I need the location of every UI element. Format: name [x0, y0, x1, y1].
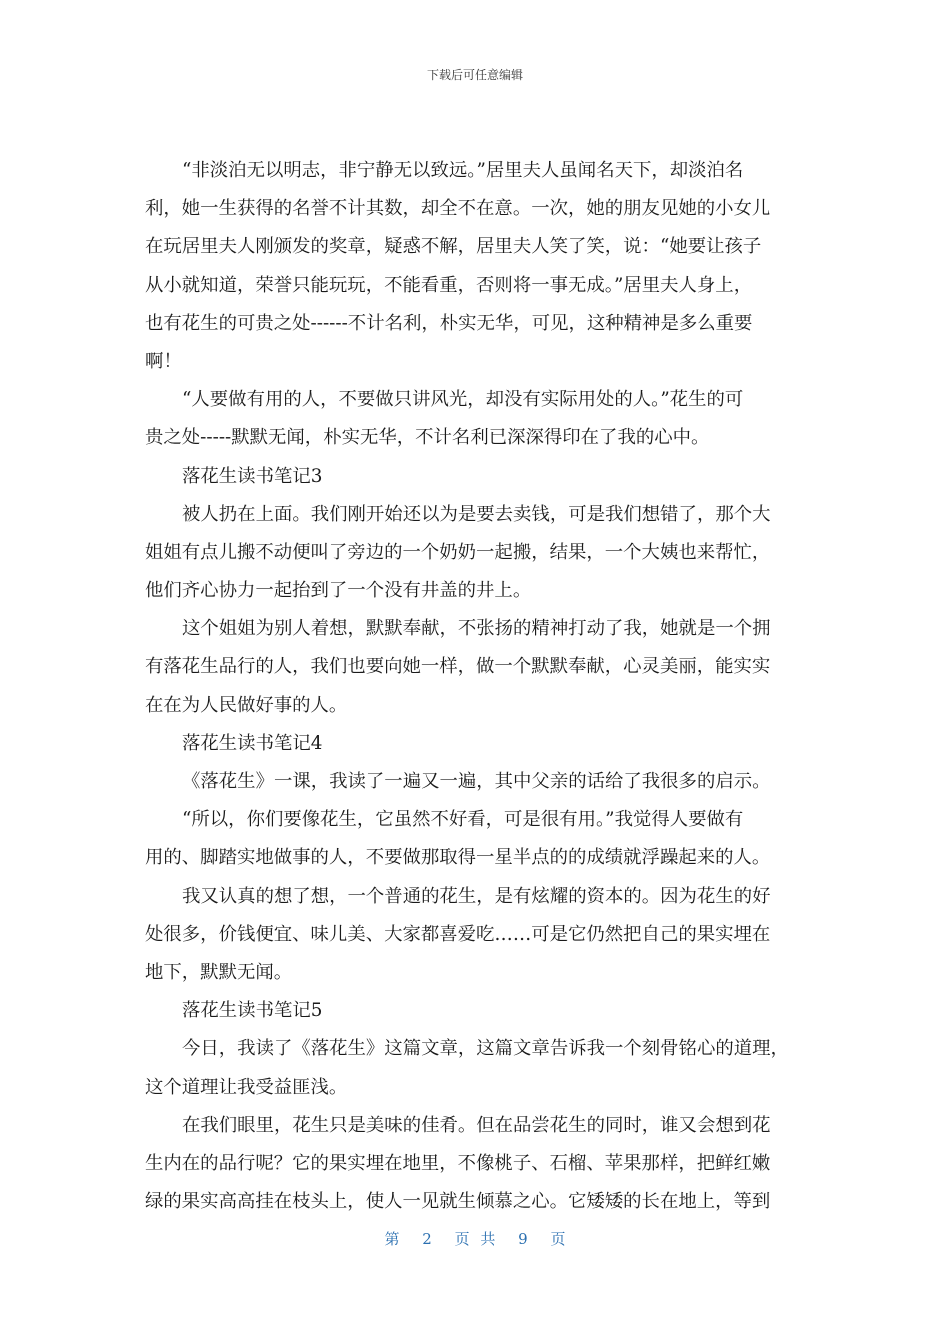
text-line: 贵之处-----默默无闻，朴实无华，不计名利已深深得印在了我的心中。	[145, 427, 710, 449]
text-line: 《落花生》一课，我读了一遍又一遍，其中父亲的话给了我很多的启示。	[182, 771, 771, 792]
page-footer-suffix: 页	[550, 1230, 566, 1248]
page-footer-middle: 页 共	[454, 1230, 496, 1248]
text-line: 这个姐姐为别人着想，默默奉献，不张扬的精神打动了我，她就是一个拥	[182, 618, 771, 640]
text-line: 地下，默默无闻。	[145, 961, 293, 983]
text-line: 也有花生的可贵之处------不计名利，朴实无华，可见，这种精神是多么重要	[145, 312, 753, 334]
text-line: 从小就知道，荣誉只能玩玩，不能看重，否则将一事无成。”居里夫人身上，	[145, 274, 753, 296]
text-line: 姐姐有点儿搬不动便叫了旁边的一个奶奶一起搬，结果，一个大姨也来帮忙，	[145, 541, 771, 563]
text-line: 在我们眼里，花生只是美味的佳肴。但在品尝花生的同时，谁又会想到花	[182, 1114, 771, 1136]
text-line: 今日，我读了《落花生》这篇文章，这篇文章告诉我一个刻骨铭心的道理，	[182, 1038, 789, 1060]
text-line: 啊！	[145, 350, 182, 372]
text-line: 处很多，价钱便宜、味儿美、大家都喜爱吃……可是它仍然把自己的果实埋在	[145, 923, 771, 945]
text-line: 生内在的品行呢？它的果实埋在地里，不像桃子、石榴、苹果那样，把鲜红嫩	[145, 1152, 771, 1174]
text-line: 落花生读书笔记5	[182, 1000, 323, 1022]
page-header	[0, 66, 950, 83]
text-line: 落花生读书笔记3	[182, 465, 323, 487]
text-line: “非淡泊无以明志，非宁静无以致远。”居里夫人虽闻名天下，却淡泊名	[182, 160, 744, 181]
document-body	[145, 152, 805, 1221]
text-line: 有落花生品行的人，我们也要向她一样，做一个默默奉献，心灵美丽，能实实	[145, 656, 771, 678]
page-number-total: 9	[518, 1230, 528, 1248]
text-line: 落花生读书笔记4	[182, 732, 323, 754]
page-footer-prefix: 第	[384, 1230, 400, 1248]
text-line: 在玩居里夫人刚颁发的奖章，疑惑不解，居里夫人笑了笑，说：“她要让孩子	[145, 236, 762, 258]
page-number-current: 2	[422, 1230, 432, 1248]
text-line: 被人扔在上面。我们刚开始还以为是要去卖钱，可是我们想错了，那个大	[182, 503, 771, 525]
page-footer	[0, 1228, 950, 1249]
text-line: “人要做有用的人，不要做只讲风光，却没有实际用处的人。”花生的可	[182, 389, 744, 411]
text-line: 利，她一生获得的名誉不计其数，却全不在意。一次，她的朋友见她的小女儿	[145, 198, 771, 220]
text-line: 这个道理让我受益匪浅。	[145, 1076, 348, 1098]
text-line: “所以，你们要像花生，它虽然不好看，可是很有用。”我觉得人要做有	[182, 809, 744, 831]
text-line: 在在为人民做好事的人。	[145, 694, 348, 716]
text-line: 我又认真的想了想，一个普通的花生，是有炫耀的资本的。因为花生的好	[182, 885, 771, 907]
text-line: 用的、脚踏实地做事的人，不要做那取得一星半点的的成绩就浮躁起来的人。	[145, 847, 771, 869]
text-line: 绿的果实高高挂在枝头上，使人一见就生倾慕之心。它矮矮的长在地上，等到	[145, 1191, 771, 1213]
header-text: 下载后可任意编辑	[426, 68, 523, 82]
text-line: 他们齐心协力一起抬到了一个没有井盖的井上。	[145, 580, 532, 602]
